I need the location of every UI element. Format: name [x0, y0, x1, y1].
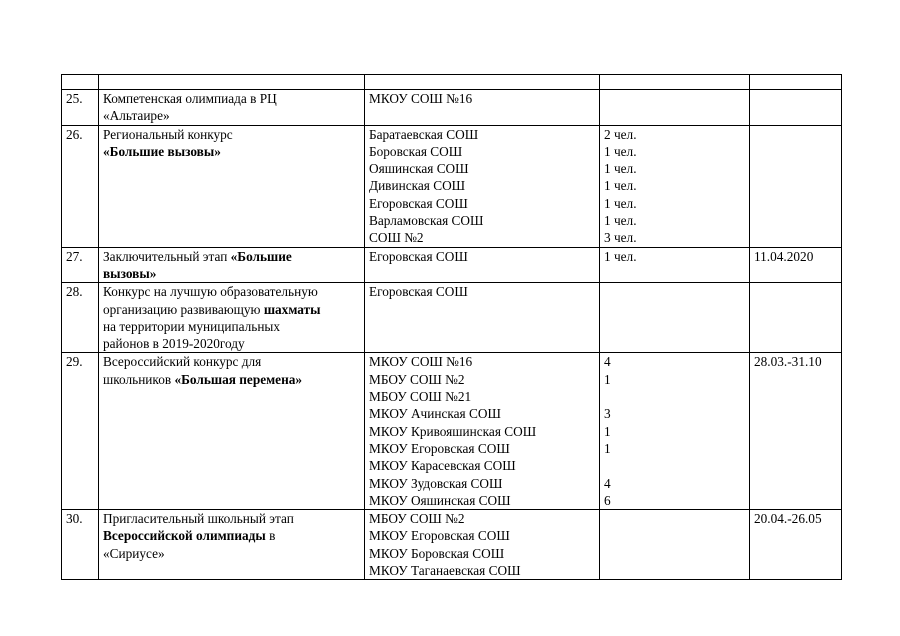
participant-count: 1 чел.	[604, 161, 637, 177]
cell-dates	[750, 283, 842, 353]
participant-count	[604, 457, 749, 474]
school-name: МКОУ Карасевская СОШ	[369, 458, 516, 474]
event-text-bold: вызовы»	[103, 265, 157, 281]
event-text-bold: «Большие	[230, 248, 292, 264]
school-name: Боровская СОШ	[369, 143, 463, 159]
school-name: МКОУ Егоровская СОШ	[369, 528, 510, 544]
table-row-empty	[62, 75, 842, 90]
cell-dates: 11.04.2020	[750, 247, 842, 283]
cell-schools	[365, 90, 600, 126]
school-name: МБОУ СОШ №2	[369, 511, 465, 527]
school-name: Ояшинская СОШ	[369, 161, 469, 177]
event-text: школьников	[103, 371, 175, 387]
event-line	[103, 371, 364, 388]
event-text: организацию развивающую	[103, 301, 264, 317]
participant-count: 3	[604, 406, 611, 422]
cell-dates	[750, 90, 842, 126]
event-text: «Сириусе»	[103, 545, 165, 561]
school-name: МКОУ Зудовская СОШ	[369, 475, 503, 491]
table-row	[62, 90, 842, 126]
event-text: Региональный конкурс	[103, 126, 233, 142]
participant-count: 1 чел.	[604, 178, 637, 194]
participant-count: 1	[604, 423, 611, 439]
table-row	[62, 283, 842, 353]
school-name: Дивинская СОШ	[369, 178, 466, 194]
cell-num: 26.	[62, 125, 99, 247]
event-line	[103, 126, 364, 143]
cell-schools	[365, 283, 600, 353]
school-name: МБОУ СОШ №2	[369, 371, 465, 387]
cell-counts	[600, 247, 750, 283]
cell-dates: 28.03.-31.10	[750, 353, 842, 510]
participant-count: 1 чел.	[604, 213, 637, 229]
cell-num: 25.	[62, 90, 99, 126]
school-name: Егоровская СОШ	[369, 284, 468, 300]
cell-schools	[365, 75, 600, 90]
participant-count	[604, 388, 749, 405]
cell-counts	[600, 90, 750, 126]
event-line	[103, 335, 364, 352]
event-line	[103, 283, 364, 300]
event-text: на территории муниципальных	[103, 318, 281, 334]
event-text-bold: Всероссийской олимпиады	[103, 528, 266, 544]
cell-event	[99, 247, 365, 283]
event-text: «Альтаире»	[103, 108, 170, 124]
participant-count: 1 чел.	[604, 195, 637, 211]
cell-counts	[600, 75, 750, 90]
cell-num: 30.	[62, 510, 99, 580]
cell-counts	[600, 353, 750, 510]
school-name: МКОУ Ояшинская СОШ	[369, 492, 511, 508]
table-row	[62, 510, 842, 580]
school-name: МКОУ Таганаевская СОШ	[369, 563, 521, 579]
cell-event	[99, 283, 365, 353]
table-row	[62, 353, 842, 510]
event-line	[103, 265, 364, 282]
cell-num: 29.	[62, 353, 99, 510]
participant-count: 6	[604, 492, 611, 508]
events-table	[61, 74, 842, 580]
cell-dates	[750, 75, 842, 90]
cell-event	[99, 75, 365, 90]
event-text: Компетенская олимпиада в РЦ	[103, 91, 277, 106]
cell-dates: 20.04.-26.05	[750, 510, 842, 580]
participant-count: 1	[604, 440, 611, 456]
cell-event	[99, 125, 365, 247]
school-name: Егоровская СОШ	[369, 248, 468, 264]
cell-schools	[365, 353, 600, 510]
participant-count: 2 чел.	[604, 126, 637, 142]
event-line	[103, 318, 364, 335]
event-text-bold: шахматы	[263, 301, 321, 317]
cell-event	[99, 90, 365, 126]
cell-dates	[750, 125, 842, 247]
table-row	[62, 247, 842, 283]
participant-count: 1 чел.	[604, 248, 637, 264]
event-line	[103, 527, 364, 544]
event-line	[103, 301, 364, 318]
participant-count: 1	[604, 371, 611, 387]
school-name: МКОУ Егоровская СОШ	[369, 440, 510, 456]
cell-event	[99, 353, 365, 510]
school-name: СОШ №2	[369, 230, 424, 246]
event-text: Заключительный этап	[103, 248, 231, 264]
cell-counts	[600, 125, 750, 247]
cell-counts	[600, 510, 750, 580]
event-text: районов в 2019-2020году	[103, 336, 245, 352]
cell-schools	[365, 510, 600, 580]
school-name: Егоровская СОШ	[369, 195, 468, 211]
event-line	[103, 143, 364, 160]
event-text: Пригласительный школьный этап	[103, 511, 294, 527]
event-text: Конкурс на лучшую образовательную	[103, 284, 318, 300]
table-row	[62, 125, 842, 247]
school-name: МБОУ СОШ №21	[369, 389, 472, 405]
event-line	[103, 510, 364, 527]
school-name: Варламовская СОШ	[369, 213, 484, 229]
school-name: МКОУ Кривояшинская СОШ	[369, 423, 537, 439]
cell-event	[99, 510, 365, 580]
event-text: в	[265, 528, 276, 544]
event-line	[103, 107, 364, 124]
school-name: МКОУ СОШ №16	[369, 354, 473, 370]
event-line	[103, 90, 364, 107]
cell-num	[62, 75, 99, 90]
cell-schools	[365, 247, 600, 283]
school-name: МКОУ Ачинская СОШ	[369, 406, 501, 422]
event-text-bold: «Большая перемена»	[174, 371, 303, 387]
cell-counts	[600, 283, 750, 353]
school-name: Баратаевская СОШ	[369, 126, 479, 142]
participant-count: 4	[604, 354, 611, 370]
participant-count: 3 чел.	[604, 230, 637, 246]
cell-num: 27.	[62, 247, 99, 283]
event-text: Всероссийский конкурс для	[103, 354, 262, 370]
school-name: МКОУ Боровская СОШ	[369, 545, 505, 561]
school-name: МКОУ СОШ №16	[369, 91, 473, 106]
participant-count: 1 чел.	[604, 143, 637, 159]
event-line	[103, 545, 364, 562]
event-line	[103, 248, 364, 265]
event-text-bold: «Большие вызовы»	[103, 143, 221, 159]
event-line	[103, 353, 364, 370]
cell-schools	[365, 125, 600, 247]
cell-num: 28.	[62, 283, 99, 353]
participant-count: 4	[604, 475, 611, 491]
